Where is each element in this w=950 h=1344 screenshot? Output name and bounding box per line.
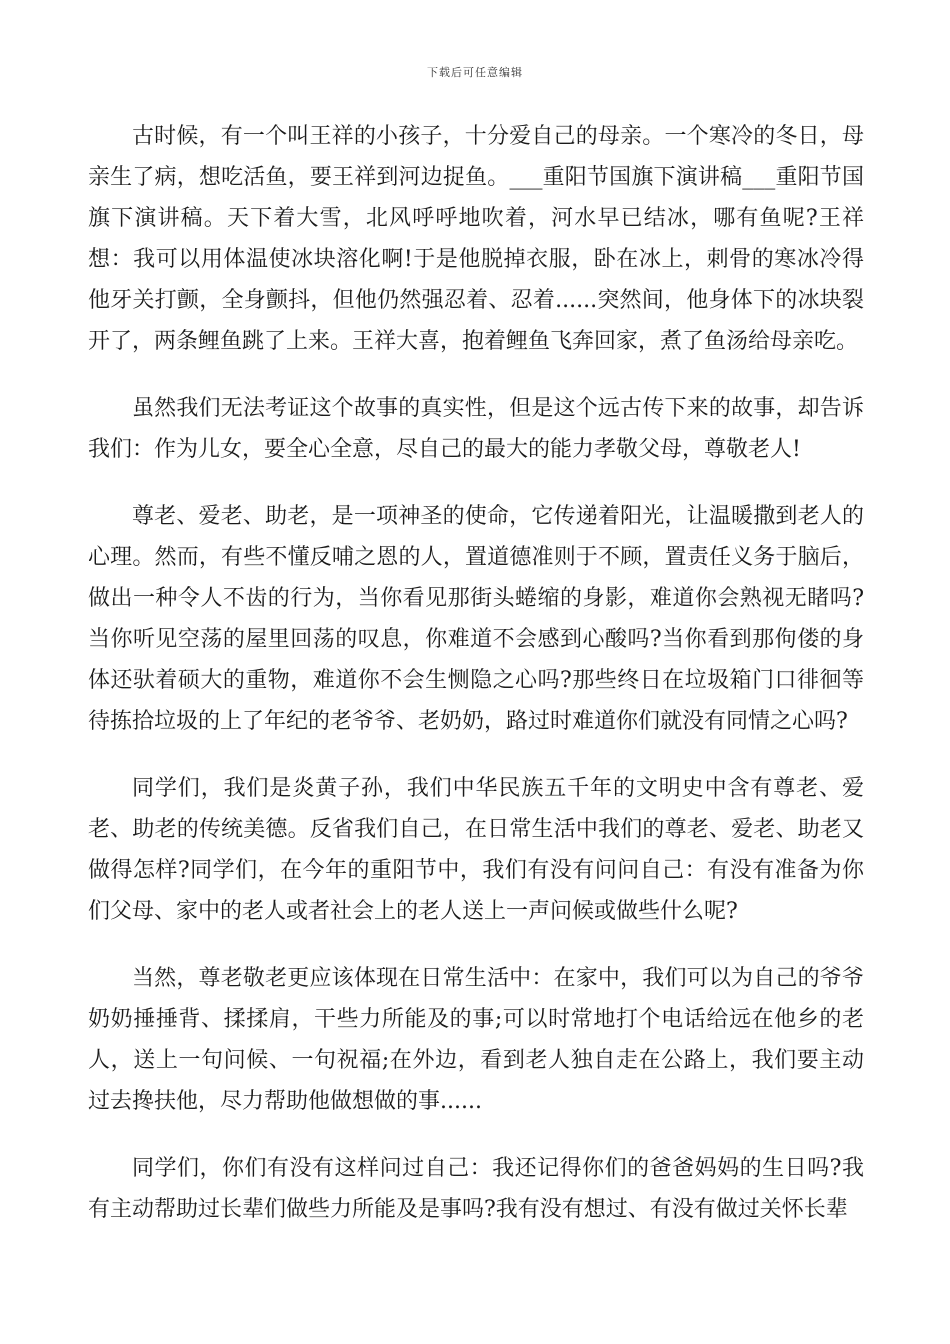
paragraph: 当然，尊老敬老更应该体现在日常生活中：在家中，我们可以为自己的爷爷奶奶捶捶背、揉揉肩，干些力所能及的事;可以时常地打个电话给远在他乡的老人，送上一句问候、一句祝福;在外边，看到老人独自走在公路上，我们要主动过去搀扶他，尽力帮助他做想做的事...... — [88, 966, 864, 1114]
page-header: 下载后可任意编辑 — [427, 66, 523, 79]
paragraph: 尊老、爱老、助老，是一项神圣的使命，它传递着阳光，让温暖撒到老人的心理。然而，有些不懂反哺之恩的人，置道德准则于不顾，置责任义务于脑后，做出一种令人不齿的行为，当你看见那街头蜷缩的身影，难道你会熟视无睹吗?当你听见空荡的屋里回荡的叹息，你难道不会感到心酸吗?当你看到那佝偻的身体还驮着硕大的重物，难道你不会生恻隐之心吗?那些终日在垃圾箱门口徘徊等待拣拾垃圾的上了年纪的老爷爷、老奶奶，路过时难道你们就没有同情之心吗? — [88, 504, 864, 734]
paragraph: 虽然我们无法考证这个故事的真实性，但是这个远古传下来的故事，却告诉我们：作为儿女，要全心全意，尽自己的最大的能力孝敬父母，尊敬老人! — [88, 396, 864, 462]
paragraph: 同学们，你们有没有这样问过自己：我还记得你们的爸爸妈妈的生日吗?我有主动帮助过长辈们做些力所能及是事吗?我有没有想过、有没有做过关怀长辈 — [88, 1156, 864, 1222]
document-body — [88, 116, 864, 1256]
paragraph: 古时候，有一个叫王祥的小孩子，十分爱自己的母亲。一个寒冷的冬日，母亲生了病，想吃活鱼，要王祥到河边捉鱼。___重阳节国旗下演讲稿___重阳节国旗下演讲稿。天下着大雪，北风呼呼地吹着，河水早已结冰，哪有鱼呢?王祥想：我可以用体温使冰块溶化啊!于是他脱掉衣服，卧在冰上，刺骨的寒冰冷得他牙关打颤，全身颤抖，但他仍然强忍着、忍着......突然间，他身体下的冰块裂开了，两条鲤鱼跳了上来。王祥大喜，抱着鲤鱼飞奔回家，煮了鱼汤给母亲吃。 — [88, 124, 864, 354]
paragraph: 同学们，我们是炎黄子孙，我们中华民族五千年的文明史中含有尊老、爱老、助老的传统美德。反省我们自己，在日常生活中我们的尊老、爱老、助老又做得怎样?同学们，在今年的重阳节中，我们有没有问问自己：有没有准备为你们父母、家中的老人或者社会上的老人送上一声问候或做些什么呢? — [88, 776, 864, 924]
